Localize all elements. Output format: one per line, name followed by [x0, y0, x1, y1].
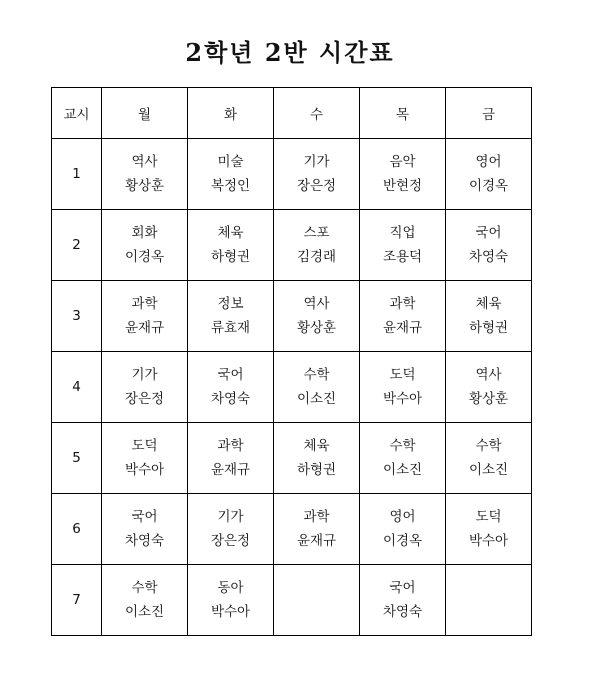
table-row [52, 139, 532, 210]
class-cell [446, 494, 532, 565]
subject-text: 체육 [475, 296, 502, 312]
class-cell [102, 281, 188, 352]
teacher-text: 박수아 [382, 391, 423, 407]
header-cell-day: 월 [102, 88, 188, 139]
teacher-text: 장은정 [124, 391, 165, 407]
period-cell: 3 [52, 281, 102, 352]
class-cell [274, 139, 360, 210]
class-cell [274, 494, 360, 565]
subject-text: 체육 [217, 225, 244, 241]
subject-text: 수학 [475, 438, 502, 454]
table-row [52, 423, 532, 494]
subject-text: 과학 [303, 509, 330, 525]
class-cell [102, 565, 188, 636]
class-cell [360, 494, 446, 565]
teacher-text: 황상훈 [124, 178, 165, 194]
teacher-text: 이소진 [468, 462, 509, 478]
teacher-text: 조용덕 [382, 249, 423, 265]
empty-cell [274, 565, 360, 636]
subject-text: 도덕 [389, 367, 416, 383]
teacher-text: 윤재규 [124, 320, 165, 336]
class-cell [274, 352, 360, 423]
subject-text: 회화 [131, 225, 158, 241]
subject-text: 기가 [217, 509, 244, 525]
class-cell [102, 139, 188, 210]
subject-text: 직업 [389, 225, 416, 241]
class-cell [446, 352, 532, 423]
subject-text: 국어 [389, 580, 416, 596]
subject-text: 영어 [475, 154, 502, 170]
subject-text: 음악 [389, 154, 416, 170]
table-row [52, 565, 532, 636]
header-cell-day: 수 [274, 88, 360, 139]
class-cell [274, 281, 360, 352]
teacher-text: 하형권 [468, 320, 509, 336]
class-cell [188, 210, 274, 281]
class-cell [188, 565, 274, 636]
subject-text: 체육 [303, 438, 330, 454]
subject-text: 영어 [389, 509, 416, 525]
teacher-text: 황상훈 [468, 391, 509, 407]
subject-text: 기가 [303, 154, 330, 170]
teacher-text: 이소진 [382, 462, 423, 478]
class-cell [446, 281, 532, 352]
class-cell [360, 281, 446, 352]
teacher-text: 박수아 [468, 533, 509, 549]
class-cell [102, 210, 188, 281]
subject-text: 기가 [131, 367, 158, 383]
class-cell [188, 423, 274, 494]
period-cell: 2 [52, 210, 102, 281]
teacher-text: 차영숙 [382, 604, 423, 620]
class-cell [188, 281, 274, 352]
class-cell [188, 494, 274, 565]
teacher-text: 이경옥 [468, 178, 509, 194]
subject-text: 국어 [217, 367, 244, 383]
teacher-text: 차영숙 [124, 533, 165, 549]
subject-text: 과학 [131, 296, 158, 312]
class-cell [102, 494, 188, 565]
teacher-text: 류효재 [210, 320, 251, 336]
subject-text: 역사 [475, 367, 502, 383]
header-row [52, 88, 532, 139]
class-cell [446, 210, 532, 281]
empty-cell [446, 565, 532, 636]
teacher-text: 김경래 [296, 249, 337, 265]
teacher-text: 윤재규 [382, 320, 423, 336]
subject-text: 미술 [217, 154, 244, 170]
subject-text: 국어 [475, 225, 502, 241]
page-title: 2학년 2반 시간표 [185, 38, 395, 67]
subject-text: 도덕 [475, 509, 502, 525]
teacher-text: 반현정 [382, 178, 423, 194]
teacher-text: 이경옥 [124, 249, 165, 265]
subject-text: 수학 [303, 367, 330, 383]
period-cell: 4 [52, 352, 102, 423]
subject-text: 도덕 [131, 438, 158, 454]
subject-text: 국어 [131, 509, 158, 525]
subject-text: 과학 [389, 296, 416, 312]
teacher-text: 윤재규 [296, 533, 337, 549]
teacher-text: 복정인 [210, 178, 251, 194]
header-cell-day: 목 [360, 88, 446, 139]
class-cell [360, 423, 446, 494]
class-cell [446, 423, 532, 494]
teacher-text: 이소진 [296, 391, 337, 407]
timetable [51, 87, 532, 636]
teacher-text: 하형권 [296, 462, 337, 478]
teacher-text: 박수아 [210, 604, 251, 620]
class-cell [446, 139, 532, 210]
period-cell: 6 [52, 494, 102, 565]
table-row [52, 281, 532, 352]
teacher-text: 차영숙 [468, 249, 509, 265]
subject-text: 정보 [217, 296, 244, 312]
subject-text: 수학 [131, 580, 158, 596]
teacher-text: 박수아 [124, 462, 165, 478]
header-cell-day: 금 [446, 88, 532, 139]
teacher-text: 차영숙 [210, 391, 251, 407]
teacher-text: 장은정 [210, 533, 251, 549]
period-cell: 5 [52, 423, 102, 494]
subject-text: 수학 [389, 438, 416, 454]
class-cell [102, 352, 188, 423]
subject-text: 동아 [217, 580, 244, 596]
header-cell-day: 화 [188, 88, 274, 139]
teacher-text: 윤재규 [210, 462, 251, 478]
period-cell: 7 [52, 565, 102, 636]
class-cell [360, 139, 446, 210]
class-cell [188, 139, 274, 210]
table-row [52, 210, 532, 281]
subject-text: 과학 [217, 438, 244, 454]
teacher-text: 이경옥 [382, 533, 423, 549]
class-cell [360, 565, 446, 636]
teacher-text: 하형권 [210, 249, 251, 265]
class-cell [360, 352, 446, 423]
table-row [52, 352, 532, 423]
table-row [52, 494, 532, 565]
subject-text: 역사 [131, 154, 158, 170]
class-cell [274, 210, 360, 281]
teacher-text: 이소진 [124, 604, 165, 620]
teacher-text: 황상훈 [296, 320, 337, 336]
header-cell-period: 교시 [52, 88, 102, 139]
class-cell [274, 423, 360, 494]
teacher-text: 장은정 [296, 178, 337, 194]
subject-text: 역사 [303, 296, 330, 312]
class-cell [188, 352, 274, 423]
class-cell [360, 210, 446, 281]
period-cell: 1 [52, 139, 102, 210]
class-cell [102, 423, 188, 494]
subject-text: 스포 [303, 225, 330, 241]
